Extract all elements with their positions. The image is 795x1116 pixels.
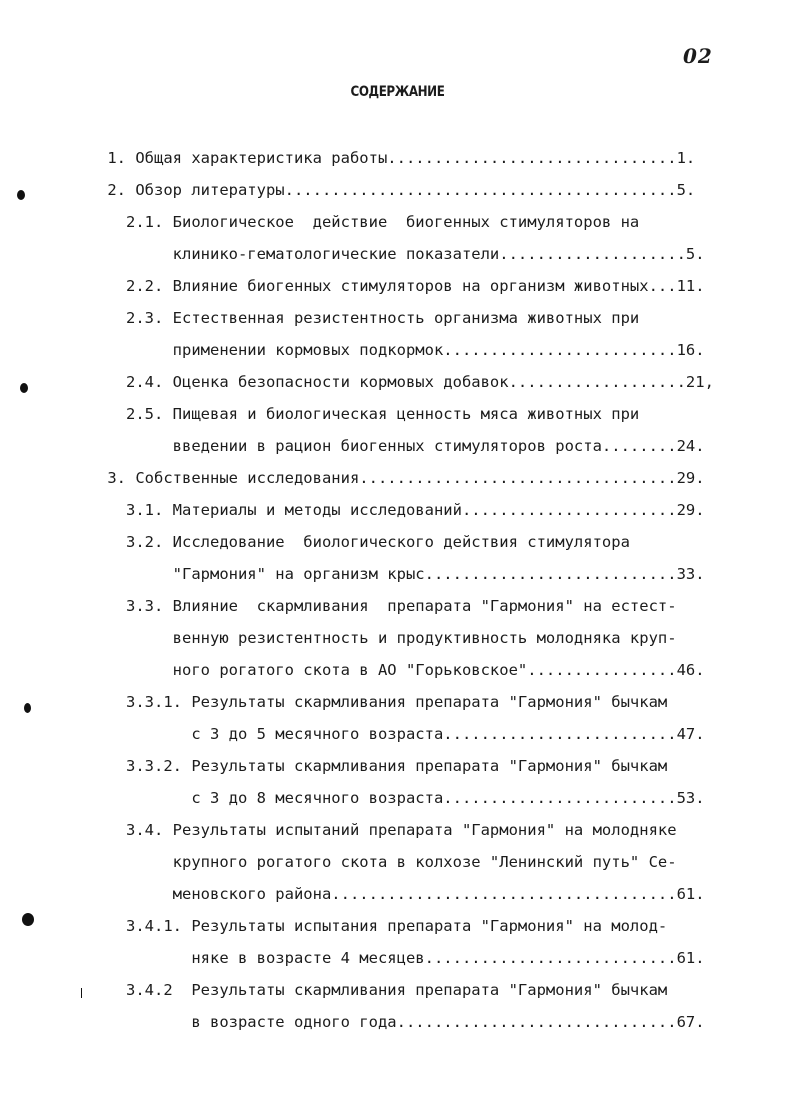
binding-hole-mark [20, 383, 28, 393]
toc-line: с 3 до 8 месячного возраста.........................53. [98, 789, 705, 807]
toc-line: 2.1. Биологическое действие биогенных стимуляторов на [98, 213, 640, 231]
toc-line: 3.4.2 Результаты скармливания препарата "Гармония" бычкам [98, 981, 668, 999]
toc-line: с 3 до 5 месячного возраста.........................47. [98, 725, 705, 743]
toc-line: 1. Общая характеристика работы...............................1. [98, 149, 696, 167]
toc-line: 3.4.1. Результаты испытания препарата "Гармония" на молод- [98, 917, 668, 935]
toc-line: няке в возрасте 4 месяцев...........................61. [98, 949, 705, 967]
toc-line: венную резистентность и продуктивность молодняка круп- [98, 629, 677, 647]
toc-line: меновского района.....................................61. [98, 885, 705, 903]
toc-line: применении кормовых подкормок.........................16. [98, 341, 705, 359]
toc-line: крупного рогатого скота в колхозе "Ленинский путь" Се- [98, 853, 677, 871]
toc-line: 2.5. Пищевая и биологическая ценность мяса животных при [98, 405, 640, 423]
margin-tick-mark [81, 988, 82, 998]
toc-line: 2.2. Влияние биогенных стимуляторов на организм животных...11. [98, 277, 705, 295]
toc-line: 3.4. Результаты испытаний препарата "Гармония" на молодняке [98, 821, 677, 839]
toc-line: клинико-гематологические показатели....................5. [98, 245, 705, 263]
toc-line: 2.4. Оценка безопасности кормовых добавок...................21, [98, 373, 714, 391]
toc-line: 3.3.1. Результаты скармливания препарата "Гармония" бычкам [98, 693, 668, 711]
binding-hole-mark [22, 913, 34, 926]
toc-line: 3.2. Исследование биологического действия стимулятора [98, 533, 630, 551]
toc-line: 3.3. Влияние скармливания препарата "Гармония" на естест- [98, 597, 677, 615]
page-title: СОДЕРЖАНИЕ [350, 84, 445, 100]
page-number: 02 [683, 44, 713, 68]
toc-line: введении в рацион биогенных стимуляторов роста........24. [98, 437, 705, 455]
toc-line: 2. Обзор литературы..........................................5. [98, 181, 696, 199]
toc-line: в возрасте одного года..............................67. [98, 1013, 705, 1031]
toc-line: 3. Собственные исследования..................................29. [98, 469, 705, 487]
toc-line: ного рогатого скота в АО "Горьковское"................46. [98, 661, 705, 679]
toc-line: 2.3. Естественная резистентность организма животных при [98, 309, 640, 327]
toc-line: "Гармония" на организм крыс...........................33. [98, 565, 705, 583]
toc-line: 3.1. Материалы и методы исследований.......................29. [98, 501, 705, 519]
binding-hole-mark [17, 190, 25, 200]
toc-line: 3.3.2. Результаты скармливания препарата "Гармония" бычкам [98, 757, 668, 775]
binding-hole-mark [24, 703, 31, 713]
